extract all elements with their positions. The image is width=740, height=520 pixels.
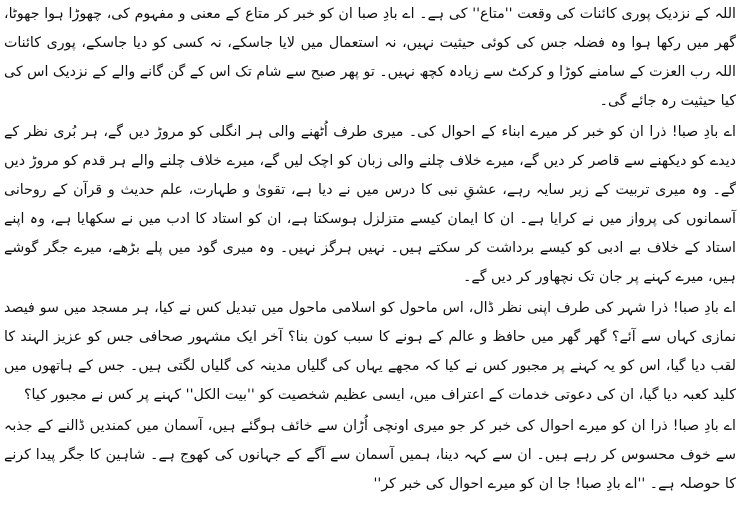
paragraph-2: اے بادِ صبا! ذرا ان کو خبر کر میرے ابناء کے احوال کی۔ میری طرف اُٹھنے والی ہر انگلی کو مروڑ دیں گے، ہر بُری نظر کے دیدے کو دیکھنے سے قاصر کر دیں گے، میرے خلاف چلنے والی زبان کو اچک لیں گے، میرے خلاف چلنے والے ہر قدم کو مروڑ دیں گے۔ وہ میری تربیت کے زیر سایہ رہے، عشقِ نبی کا درس میں نے دیا ہے، تقویٰ و طہارت، علم حدیث و قرآن کے روحانی آسمانوں کی پرواز میں نے کرایا ہے۔ ان کا ایمان کیسے متزلزل ہوسکتا ہے، ان کو استاد کا ادب میں نے سکھایا ہے، وہ اپنے استاد کے خلاف بے ادبی کو کیسے برداشت کر سکتے ہیں۔ نہیں ہرگز نہیں۔ وہ میری گود میں پلے بڑھے، میرے جگر گوشے ہیں، میرے کہنے پر جان تک نچھاور کر دیں گے۔ (4, 124, 736, 285)
paragraph-4: اے بادِ صبا! ذرا ان کو میرے احوال کی خبر کر جو میری اونچی اُڑان سے خائف ہوگئے ہیں، آسمان میں کمندیں ڈالنے کے جذبہ سے خوف محسوس کر رہے ہیں۔ ان سے کہہ دینا، ہمیں آسمان سے آگے کے جہانوں کی کھوج ہے۔ شاہین کا جگر پیدا کرنے کا حوصلہ ہے۔ ''اے بادِ صبا! جا ان کو میرے احوال کی خبر کر'' (4, 418, 736, 492)
paragraph-3: اے بادِ صبا! ذرا شہر کی طرف اپنی نظر ڈال، اس ماحول کو اسلامی ماحول میں تبدیل کس نے کیا، ہر مسجد میں سو فیصد نمازی کہاں سے آئے؟ گھر گھر میں حافظ و عالم کے ہونے کا سبب کون بنا؟ آخر ایک مشہور صحافی جس کو عزیز الہند کا لقب دیا گیا، اس کو یہ کہنے پر مجبور کس نے کیا کہ مجھے یہاں کی گلیاں مدینہ کی گلیاں لگتی ہیں۔ جس کے ہاتھوں میں کلید کعبہ دیا گیا، ان کی دعوتی خدمات کے اعتراف میں، ایسی عظیم شخصیت کو ''بیت الکل'' کہنے پر کس نے مجبور کیا؟ (4, 300, 736, 403)
paragraph-1: اللہ کے نزدیک پوری کائنات کی وقعت ''متاع'' کی ہے۔ اے بادِ صبا ان کو خبر کر متاع کے معنی و مفہوم کی، چھوڑا ہوا جھوٹا، گھر میں رکھا ہوا وہ فضلہ جس کی کوئی حیثیت نہیں، نہ استعمال میں لایا جاسکے، نہ کسی کو دیا جاسکے، پوری کائنات اللہ رب العزت کے سامنے کوڑا و کرکٹ سے زیادہ کچھ نہیں۔ تو پھر صبح سے شام تک اس کے گن گانے والے کے نزدیک اس کی کیا حیثیت رہ جائے گی۔ (4, 6, 736, 109)
